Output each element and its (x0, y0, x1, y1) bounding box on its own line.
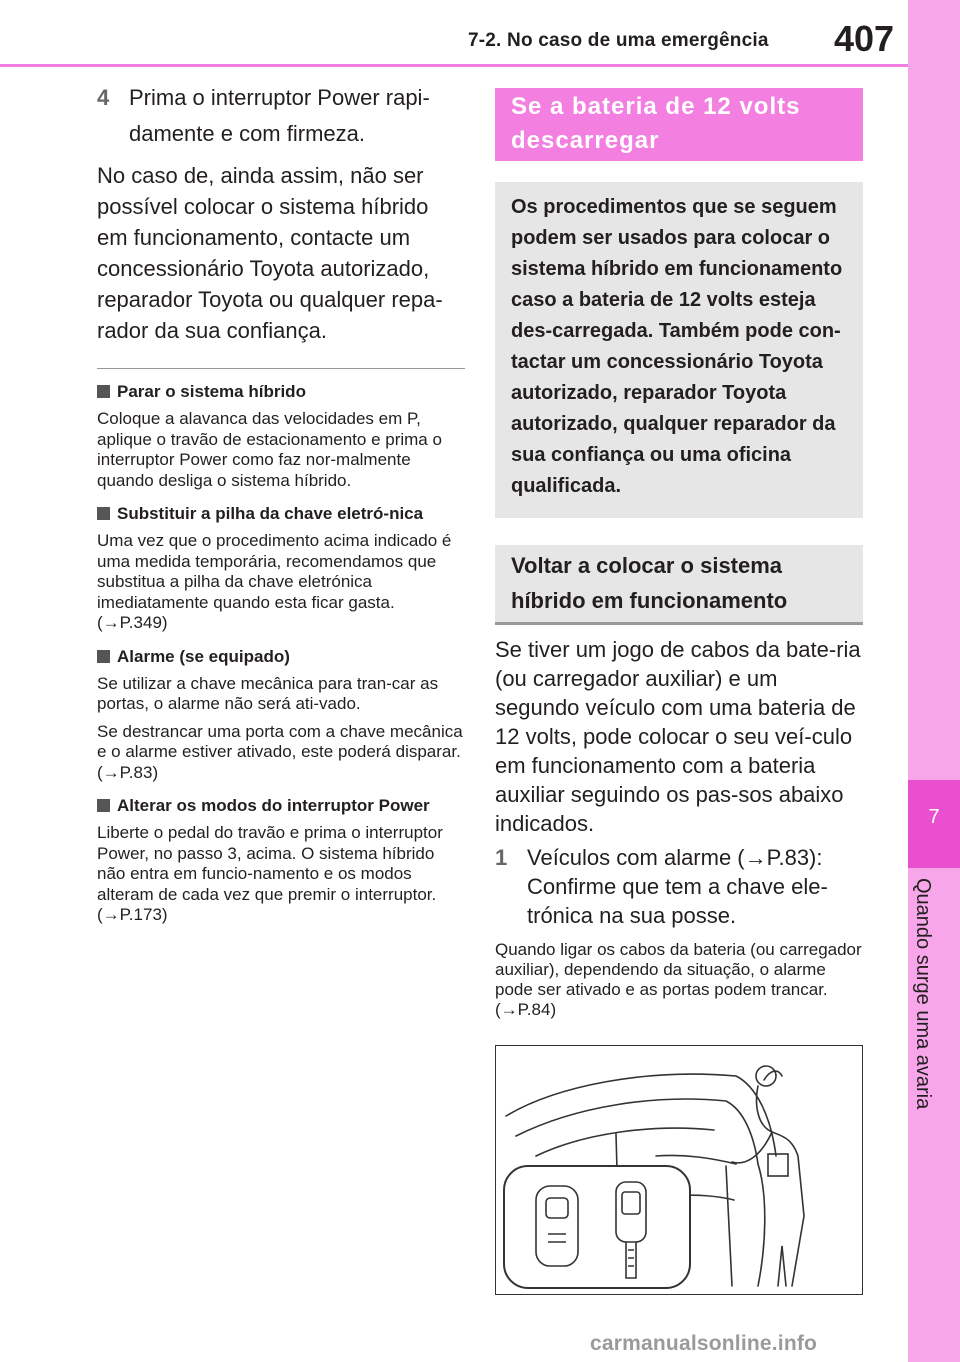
body-paragraph: No caso de, ainda assim, não ser possível colocar o sistema híbrido em funcionamento, contacte um concessionário Toyota autorizado, reparador Toyota ou qualquer repa-rador da sua confiança. (97, 163, 443, 343)
chapter-number: 7 (928, 806, 940, 828)
step-text: Veículos com alarme (→P.83): Confirme que tem a chave ele-trónica na sua posse. (527, 845, 828, 928)
section-divider (97, 368, 465, 369)
page-header (0, 0, 908, 72)
step-text: Prima o interruptor Power rapi-damente e com firmeza. (129, 85, 430, 146)
note-text: Coloque a alavanca das velocidades em P, aplique o travão de estacionamento e prima o interruptor Power como faz nor-malmente quando desliga o sistema híbrido. (97, 409, 442, 490)
intro-box: Os procedimentos que se seguem podem ser usados para colocar o sistema híbrido em funcionamento caso a bateria de 12 volts esteja des-carregada. Também pode con-tactar um concessionário Toyota autorizado, reparador Toyota autorizado, qualquer reparador da sua confiança ou uma oficina qualificada. (495, 182, 863, 518)
chapter-side-tab (908, 0, 960, 1362)
key-inset-frame (504, 1166, 690, 1288)
note-heading: Substituir a pilha da chave eletró-nica (97, 503, 465, 524)
step-number: 4 (97, 85, 110, 110)
note-text: Quando ligar os cabos da bateria (ou carregador auxiliar), dependendo da situação, o alarme pode ser ativado e as portas podem trancar. (→P.84) (495, 940, 862, 1019)
bullet-square-icon (97, 507, 110, 520)
chapter-number-box (908, 780, 960, 868)
note-heading: Parar o sistema híbrido (97, 381, 465, 402)
right-column (495, 88, 863, 1020)
step-number: 1 (495, 845, 508, 870)
subsection-heading: Voltar a colocar o sistema híbrido em funcionamento (495, 545, 863, 625)
bullet-square-icon (97, 799, 110, 812)
section-heading-pink: Se a bateria de 12 volts descarregar (495, 88, 863, 161)
left-column (97, 80, 465, 926)
section-title: 7-2. No caso de uma emergência (468, 30, 769, 51)
bullet-square-icon (97, 650, 110, 663)
car-door-figure (496, 1046, 862, 1294)
step-1 (495, 843, 863, 930)
body-paragraph: Se tiver um jogo de cabos da bate-ria (ou carregador auxiliar) e um segundo veículo com uma bateria de 12 volts, pode colocar o seu veí-culo em funcionamento com a bateria auxiliar seguindo os pas-sos abaixo indicados. (495, 637, 861, 836)
note-text: Se utilizar a chave mecânica para tran-car as portas, o alarme não será ati-vado. (97, 673, 439, 713)
bullet-square-icon (97, 385, 110, 398)
note-text: Liberte o pedal do travão e prima o interruptor Power, no passo 3, acima. O sistema híbrido não entra em funcio-namento e os modos alteram de cada vez que premir o interruptor. (→P.173) (97, 823, 443, 924)
page-number: 407 (834, 18, 895, 59)
car-key-illustration (495, 1045, 863, 1295)
chapter-title: Quando surge uma avaria (912, 878, 934, 1110)
note-heading: Alarme (se equipado) (97, 646, 465, 667)
note-text: Uma vez que o procedimento acima indicado é uma medida temporária, recomendamos que substitua a pilha da chave eletrónica imediatamente quando esta ficar gasta. (→P.349) (97, 531, 452, 632)
header-divider (0, 64, 908, 67)
step-4 (97, 80, 465, 152)
note-heading: Alterar os modos do interruptor Power (97, 795, 465, 816)
note-text: Se destrancar uma porta com a chave mecânica e o alarme estiver ativado, este poderá disparar. (→P.83) (97, 721, 463, 782)
watermark: carmanualsonline.info (590, 1332, 818, 1355)
